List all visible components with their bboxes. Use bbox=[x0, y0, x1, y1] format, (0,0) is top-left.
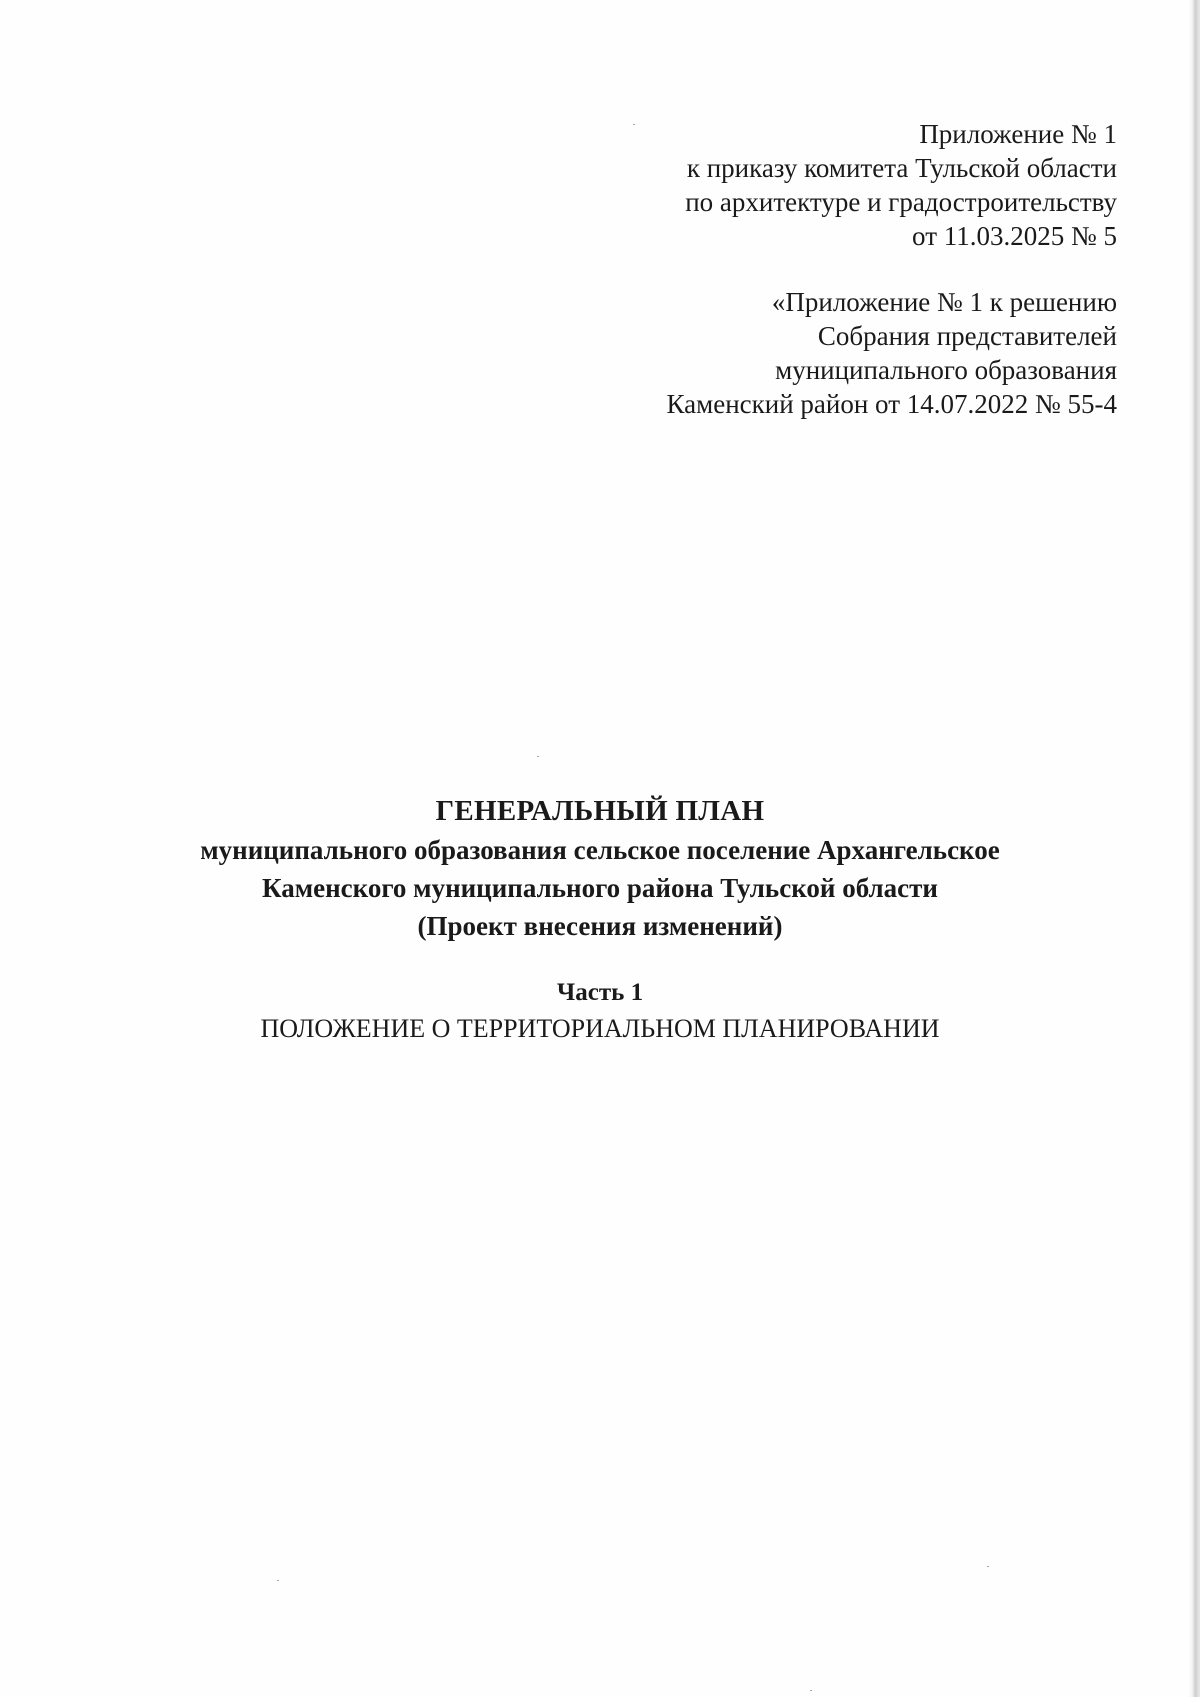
decision-appendix-line: Собрания представителей bbox=[817, 321, 1117, 351]
scan-speck bbox=[537, 756, 539, 757]
document-subtitle-line: муниципального образования сельское поселение Архангельское bbox=[200, 835, 1000, 865]
decision-appendix-line: Каменский район от 14.07.2022 № 55-4 bbox=[666, 389, 1117, 419]
order-appendix-line: от 11.03.2025 № 5 bbox=[912, 221, 1117, 251]
part-heading-block bbox=[0, 975, 1200, 1047]
scan-speck bbox=[633, 124, 635, 125]
order-appendix-line: Приложение № 1 bbox=[919, 119, 1117, 149]
decision-appendix-line: муниципального образования bbox=[775, 355, 1117, 385]
order-appendix-block bbox=[685, 117, 1117, 253]
document-subtitle-line: (Проект внесения изменений) bbox=[417, 911, 783, 941]
part-label: Часть 1 bbox=[556, 979, 644, 1006]
scan-speck bbox=[810, 1690, 812, 1691]
order-appendix-line: к приказу комитета Тульской области bbox=[686, 153, 1117, 183]
document-title: ГЕНЕРАЛЬНЫЙ ПЛАН bbox=[435, 795, 765, 827]
decision-appendix-line: «Приложение № 1 к решению bbox=[771, 287, 1117, 317]
document-subtitle-line: Каменского муниципального района Тульской области bbox=[262, 873, 938, 903]
scan-page-edge bbox=[1188, 0, 1200, 1697]
scan-speck bbox=[987, 1566, 989, 1567]
decision-appendix-block bbox=[667, 285, 1117, 421]
document-title-block bbox=[0, 791, 1200, 945]
scan-speck bbox=[277, 1580, 279, 1581]
order-appendix-line: по архитектуре и градостроительству bbox=[685, 187, 1117, 217]
part-title: ПОЛОЖЕНИЕ О ТЕРРИТОРИАЛЬНОМ ПЛАНИРОВАНИИ bbox=[260, 1014, 940, 1043]
